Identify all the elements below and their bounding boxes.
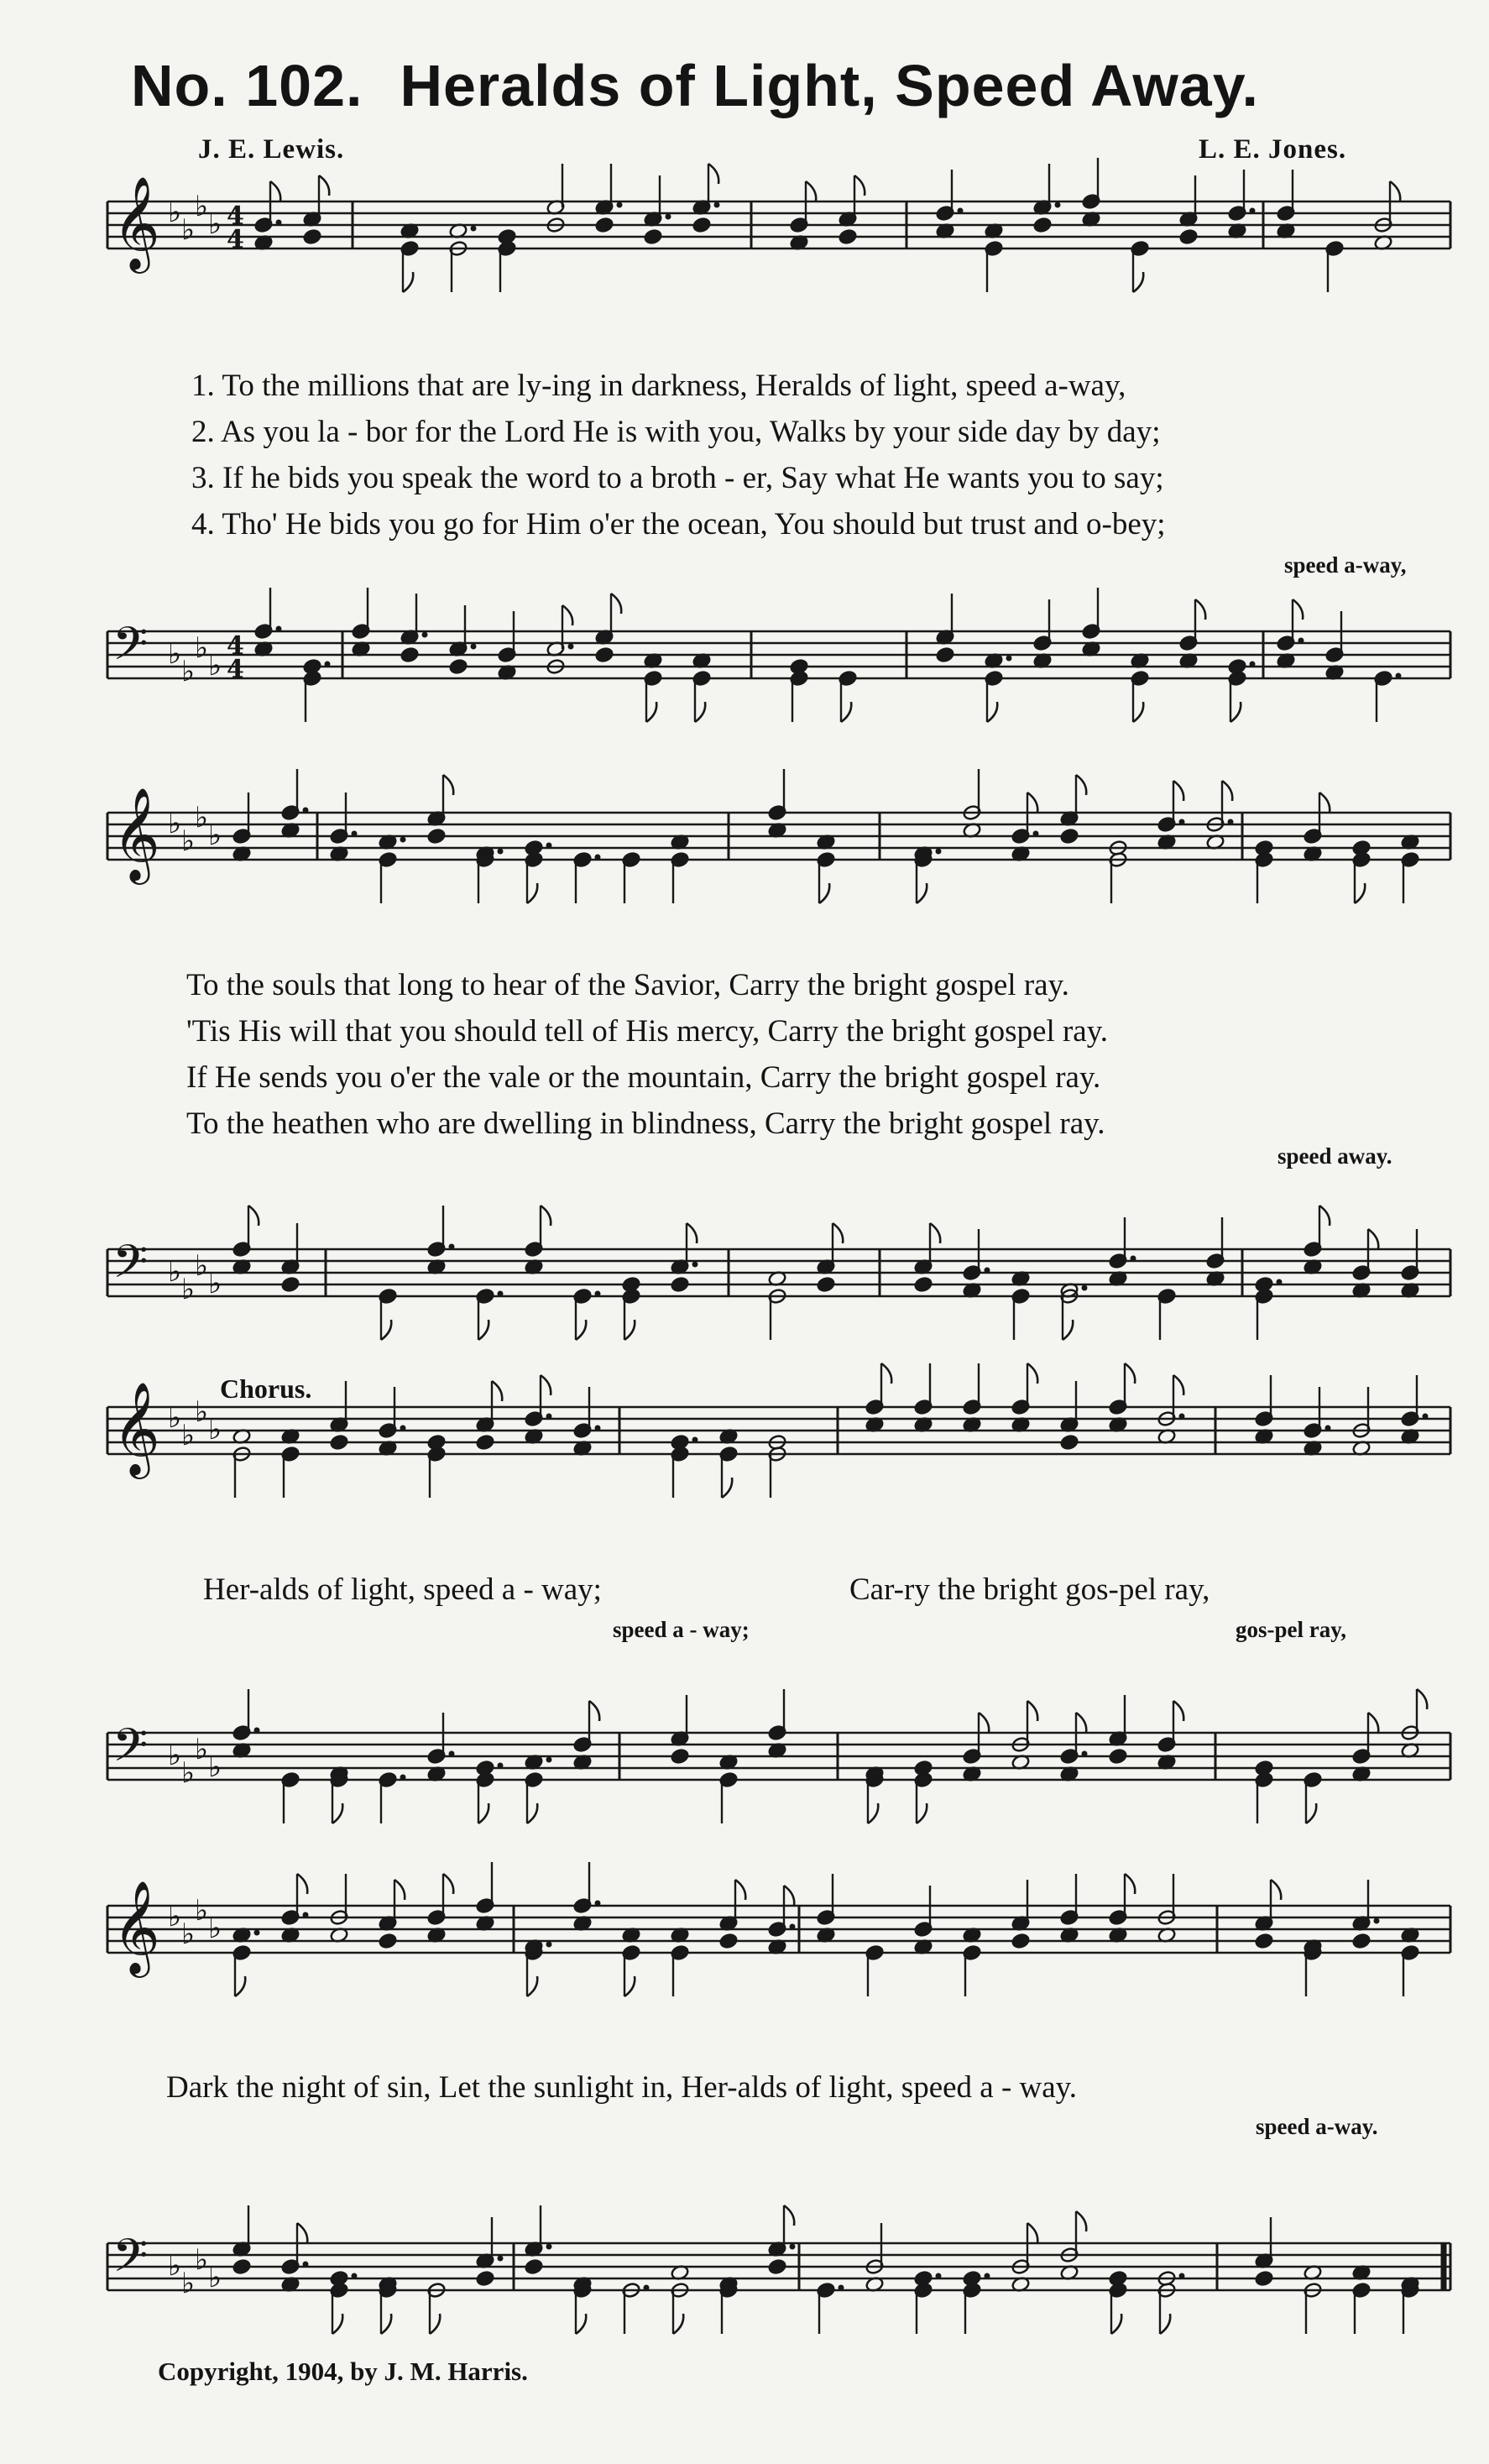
verse-3-line-a: 3. If he bids you speak the word to a broth - er, Say what He wants you to say; xyxy=(191,461,1164,495)
copyright-notice: Copyright, 1904, by J. M. Harris. xyxy=(158,2357,528,2386)
svg-text:𝄞: 𝄞 xyxy=(112,787,160,881)
svg-text:𝄢: 𝄢 xyxy=(112,617,149,682)
verse-2-line-a: 2. As you la - bor for the Lord He is with you, Walks by your side day by day; xyxy=(191,415,1161,449)
composer-credit: L. E. Jones. xyxy=(1199,134,1347,165)
svg-text:4: 4 xyxy=(227,225,244,254)
verse-2-line-b: 'Tis His will that you should tell of His mercy, Carry the bright gospel ray. xyxy=(186,1014,1109,1049)
svg-text:♭: ♭ xyxy=(195,1249,209,1283)
svg-text:4: 4 xyxy=(227,631,244,661)
verse-1-line-a: 1. To the millions that are ly-ing in darkness, Heralds of light, speed a-way, xyxy=(191,369,1126,403)
svg-text:𝄞: 𝄞 xyxy=(112,1880,160,1974)
svg-text:♭: ♭ xyxy=(208,819,222,852)
svg-text:♭: ♭ xyxy=(168,196,182,229)
svg-text:♭: ♭ xyxy=(208,1912,222,1945)
svg-text:♭: ♭ xyxy=(195,1395,209,1429)
verse-3-line-b: If He sends you o'er the vale or the mountain, Carry the bright gospel ray. xyxy=(186,1060,1101,1095)
echo-chorus-2: speed a-way. xyxy=(1256,2114,1378,2139)
svg-text:♭: ♭ xyxy=(181,213,196,247)
svg-text:♭: ♭ xyxy=(208,1267,222,1300)
chorus-lyric-1b: Car-ry the bright gos-pel ray, xyxy=(849,1572,1210,1607)
verse-1-line-b: To the souls that long to hear of the Savior, Carry the bright gospel ray. xyxy=(186,968,1069,1002)
svg-text:♭: ♭ xyxy=(208,1413,222,1446)
svg-text:♭: ♭ xyxy=(181,1756,196,1790)
svg-text:𝄢: 𝄢 xyxy=(112,1719,149,1783)
svg-text:♭: ♭ xyxy=(195,190,209,223)
svg-text:♭: ♭ xyxy=(195,1733,209,1766)
verse-4-line-b: To the heathen who are dwelling in blindness, Carry the bright gospel ray. xyxy=(186,1106,1105,1141)
svg-text:♭: ♭ xyxy=(168,1255,182,1289)
chorus-lyric-1a: Her-alds of light, speed a - way; xyxy=(203,1572,602,1607)
echo-chorus-1b: gos-pel ray, xyxy=(1236,1617,1346,1642)
svg-text:♭: ♭ xyxy=(181,1917,196,1951)
svg-text:4: 4 xyxy=(227,201,244,231)
svg-text:♭: ♭ xyxy=(208,207,222,241)
svg-text:♭: ♭ xyxy=(168,2249,182,2283)
hymn-number: No. 102. xyxy=(131,53,363,118)
chorus-label: Chorus. xyxy=(220,1373,312,1404)
svg-text:♭: ♭ xyxy=(195,1894,209,1928)
lyricist-credit: J. E. Lewis. xyxy=(198,134,345,165)
svg-text:♭: ♭ xyxy=(195,2243,209,2277)
echo-chorus-1a: speed a - way; xyxy=(613,1617,750,1642)
svg-text:♭: ♭ xyxy=(195,631,209,665)
svg-text:♭: ♭ xyxy=(208,649,222,683)
hymn-name: Heralds of Light, Speed Away. xyxy=(400,53,1259,118)
echo-speed-away-1: speed a-way, xyxy=(1284,552,1407,578)
svg-text:♭: ♭ xyxy=(181,655,196,688)
svg-text:♭: ♭ xyxy=(168,807,182,840)
svg-text:𝄞: 𝄞 xyxy=(112,1381,160,1475)
echo-speed-away-2: speed away. xyxy=(1277,1143,1392,1169)
verse-4-line-a: 4. Tho' He bids you go for Him o'er the ocean, You should but trust and o-bey; xyxy=(191,507,1166,541)
svg-text:4: 4 xyxy=(227,655,244,684)
svg-text:♭: ♭ xyxy=(181,1419,196,1452)
svg-text:♭: ♭ xyxy=(181,1273,196,1306)
svg-text:♭: ♭ xyxy=(168,1739,182,1772)
svg-text:♭: ♭ xyxy=(208,1750,222,1784)
svg-text:♭: ♭ xyxy=(208,2261,222,2294)
svg-text:♭: ♭ xyxy=(168,1900,182,1933)
chorus-lyric-2: Dark the night of sin, Let the sunlight in, Her-alds of light, speed a - way. xyxy=(166,2070,1078,2105)
svg-text:♭: ♭ xyxy=(181,824,196,858)
svg-text:♭: ♭ xyxy=(168,1401,182,1435)
svg-text:𝄢: 𝄢 xyxy=(112,2229,149,2294)
svg-text:♭: ♭ xyxy=(168,637,182,671)
svg-text:♭: ♭ xyxy=(181,2267,196,2300)
svg-text:𝄢: 𝄢 xyxy=(112,1235,149,1300)
svg-text:𝄞: 𝄞 xyxy=(112,175,160,269)
svg-text:♭: ♭ xyxy=(195,801,209,834)
